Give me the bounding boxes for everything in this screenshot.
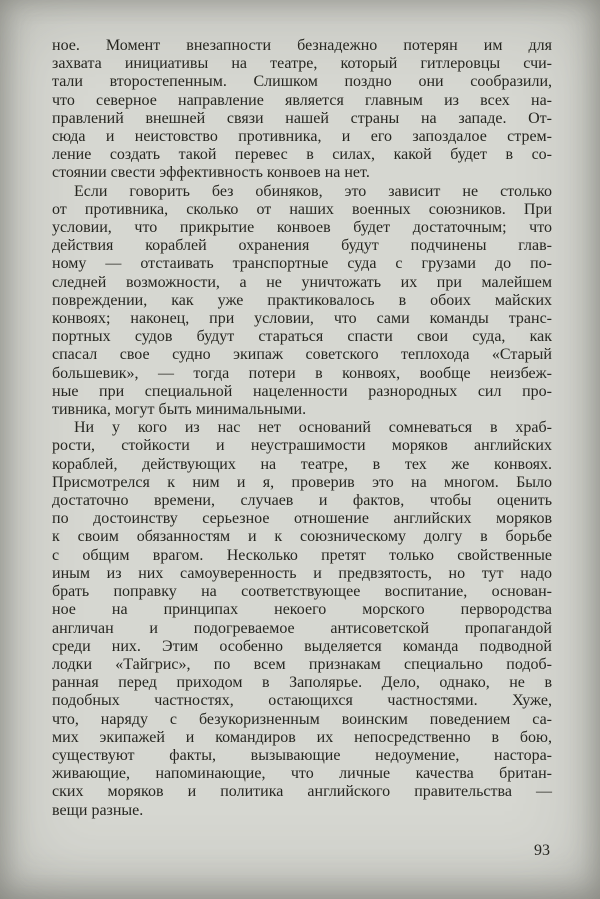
text-line: конвоях; наконец, при условии, что сами команды транс-	[52, 310, 552, 328]
text-line: с общим врагом. Несколько претят только свойственные	[52, 546, 552, 564]
text-line: повреждении, как уже практиковалось в обоих майских	[52, 291, 552, 309]
paragraph	[52, 37, 552, 183]
text-line: условии, что прикрытие конвоев будет достаточным; что	[52, 219, 552, 237]
text-line: живающие, напоминающие, что личные качества британ-	[52, 765, 552, 783]
text-line: портных судов будут стараться спасти свои суда, как	[52, 328, 552, 346]
paragraph	[52, 183, 552, 420]
text-line: брать поправку на соответствующее воспитание, основан-	[52, 583, 552, 601]
text-line: ное на принципах некоего морского первородства	[52, 601, 552, 619]
text-line: стоянии свести эффективность конвоев на нет.	[52, 164, 370, 182]
text-line: следней возможности, а не уничтожать их при малейшем	[52, 273, 552, 291]
text-line: тали второстепенным. Слишком поздно они сообразили,	[52, 73, 552, 91]
text-line: англичан и подогреваемое антисоветской пропагандой	[52, 619, 552, 637]
text-line: мих экипажей и командиров их непосредственно в бою,	[52, 728, 552, 746]
text-line: по достоинству серьезное отношение английских моряков	[52, 510, 552, 528]
text-line: иным из них самоуверенность и предвзятость, но тут надо	[52, 564, 552, 582]
paragraph	[52, 419, 552, 819]
text-line: что северное направление является главным из всех на-	[52, 91, 552, 109]
text-line: ные при специальной нацеленности разнородных сил про-	[52, 382, 552, 400]
text-line: сюда и неистовство противника, и его запоздалое стрем-	[52, 128, 552, 146]
text-line: ранная перед приходом в Заполярье. Дело, однако, не в	[52, 674, 552, 692]
text-line: что, наряду с безукоризненным воинским поведением са-	[52, 710, 552, 728]
page-number: 93	[534, 842, 550, 859]
text-line: Ни у кого из нас нет оснований сомневаться в храб-	[74, 419, 552, 437]
page-text	[52, 37, 552, 820]
text-line: достаточно времени, случаев и фактов, чтобы оценить	[52, 492, 552, 510]
text-line: правлений внешней связи нашей страны на западе. От-	[52, 109, 552, 127]
text-line: захвата инициативы на театре, который гитлеровцы счи-	[52, 55, 552, 73]
text-line: подобных частностях, остающихся частностями. Хуже,	[52, 692, 552, 710]
text-line: кораблей, действующих на театре, в тех же конвоях.	[52, 455, 552, 473]
text-line: Если говорить без обиняков, это зависит не столько	[74, 182, 552, 200]
text-line: тивника, могут быть минимальными.	[52, 401, 307, 419]
text-line: вещи разные.	[52, 801, 144, 819]
text-line: ное. Момент внезапности безнадежно потерян им для	[52, 37, 552, 54]
text-line: Присмотрелся к ним и я, проверив это на многом. Было	[52, 473, 552, 491]
text-line: действия кораблей охранения будут подчинены глав-	[52, 237, 552, 255]
text-line: ному — отстаивать транспортные суда с грузами до по-	[52, 255, 552, 273]
text-line: существуют факты, вызывающие недоумение, настора-	[52, 746, 552, 764]
text-line: ление создать такой перевес в силах, какой будет в со-	[52, 146, 552, 164]
text-line: среди них. Этим особенно выделяется команда подводной	[52, 637, 552, 655]
text-line: к своим обязанностям и к союзническому долгу в борьбе	[52, 528, 552, 546]
text-line: рости, стойкости и неустрашимости моряков английских	[52, 437, 552, 455]
text-line: большевик», — тогда потери в конвоях, вообще неизбеж-	[52, 364, 552, 382]
text-line: лодки «Тайгрис», по всем признакам специально подоб-	[52, 655, 552, 673]
text-line: ских моряков и политика английского правительства —	[52, 783, 552, 801]
text-line: от противника, сколько от наших военных союзников. При	[52, 200, 552, 218]
text-line: спасал свое судно экипаж советского теплохода «Старый	[52, 346, 552, 364]
